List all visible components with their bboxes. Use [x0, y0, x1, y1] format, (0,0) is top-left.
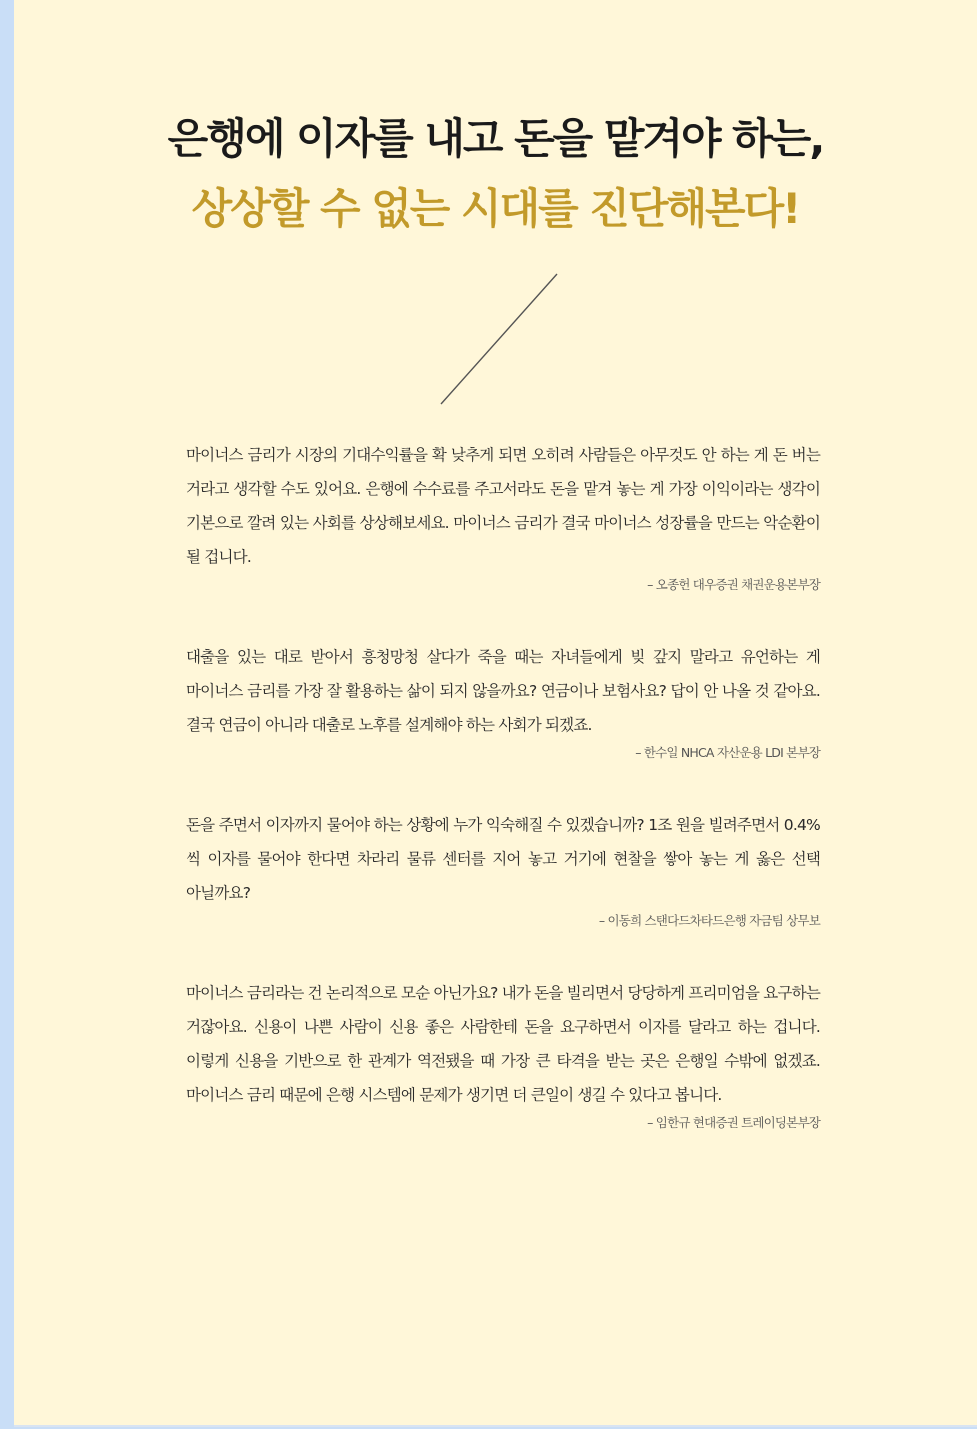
quote-item	[186, 976, 820, 1134]
quote-source: – 오종헌 대우증권 채권운용본부장	[647, 577, 820, 592]
quote-list	[186, 438, 820, 1178]
quote-item	[186, 640, 820, 764]
book-page	[14, 0, 977, 1427]
quote-text: 마이너스 금리가 시장의 기대수익률을 확 낮추게 되면 오히려 사람들은 아무것도 안 하는 게 돈 버는 거라고 생각할 수도 있어요. 은행에 수수료를 주고서라도 돈을 맡겨 놓는 게 가장 이익이라는 생각이 기본으로 깔려 있는 사회를 상상해보세요. 마이너스 금리가 결국 마이너스 성장률을 만드는 악순환이 될 겁니다.	[186, 446, 820, 566]
quote-source: – 한수일 NHCA 자산운용 LDI 본부장	[635, 745, 820, 760]
quote-item	[186, 808, 820, 932]
quote-text: 마이너스 금리라는 건 논리적으로 모순 아닌가요? 내가 돈을 빌리면서 당당하게 프리미엄을 요구하는 거잖아요. 신용이 나쁜 사람이 신용 좋은 사람한테 돈을 요구하면서 이자를 달라고 하는 겁니다. 이렇게 신용을 기반으로 한 관계가 역전됐을 때 가장 큰 타격을 받는 곳은 은행일 수밖에 없겠죠. 마이너스 금리 때문에 은행 시스템에 문제가 생기면 더 큰일이 생길 수 있다고 봅니다.	[186, 984, 820, 1104]
headline	[14, 108, 977, 240]
quote-item	[186, 438, 820, 596]
quote-source: – 임한규 현대증권 트레이딩본부장	[647, 1115, 820, 1130]
headline-line-2: 상상할 수 없는 시대를 진단해본다!	[191, 184, 800, 233]
quote-source: – 이동희 스탠다드차타드은행 자금팀 상무보	[598, 913, 820, 928]
quote-text: 돈을 주면서 이자까지 물어야 하는 상황에 누가 익숙해질 수 있겠습니까? 1조 원을 빌려주면서 0.4%씩 이자를 물어야 한다면 차라리 물류 센터를 지어 놓고 거기에 현찰을 쌓아 놓는 게 옳은 선택 아닐까요?	[186, 816, 820, 902]
slash-divider-icon	[439, 272, 559, 406]
quote-text: 대출을 있는 대로 받아서 흥청망청 살다가 죽을 때는 자녀들에게 빚 갚지 말라고 유언하는 게 마이너스 금리를 가장 잘 활용하는 삶이 되지 않을까요? 연금이나 보험사요? 답이 안 나올 것 같아요. 결국 연금이 아니라 대출로 노후를 설계해야 하는 사회가 되겠죠.	[186, 648, 820, 734]
headline-line-1: 은행에 이자를 내고 돈을 맡겨야 하는,	[167, 114, 824, 163]
